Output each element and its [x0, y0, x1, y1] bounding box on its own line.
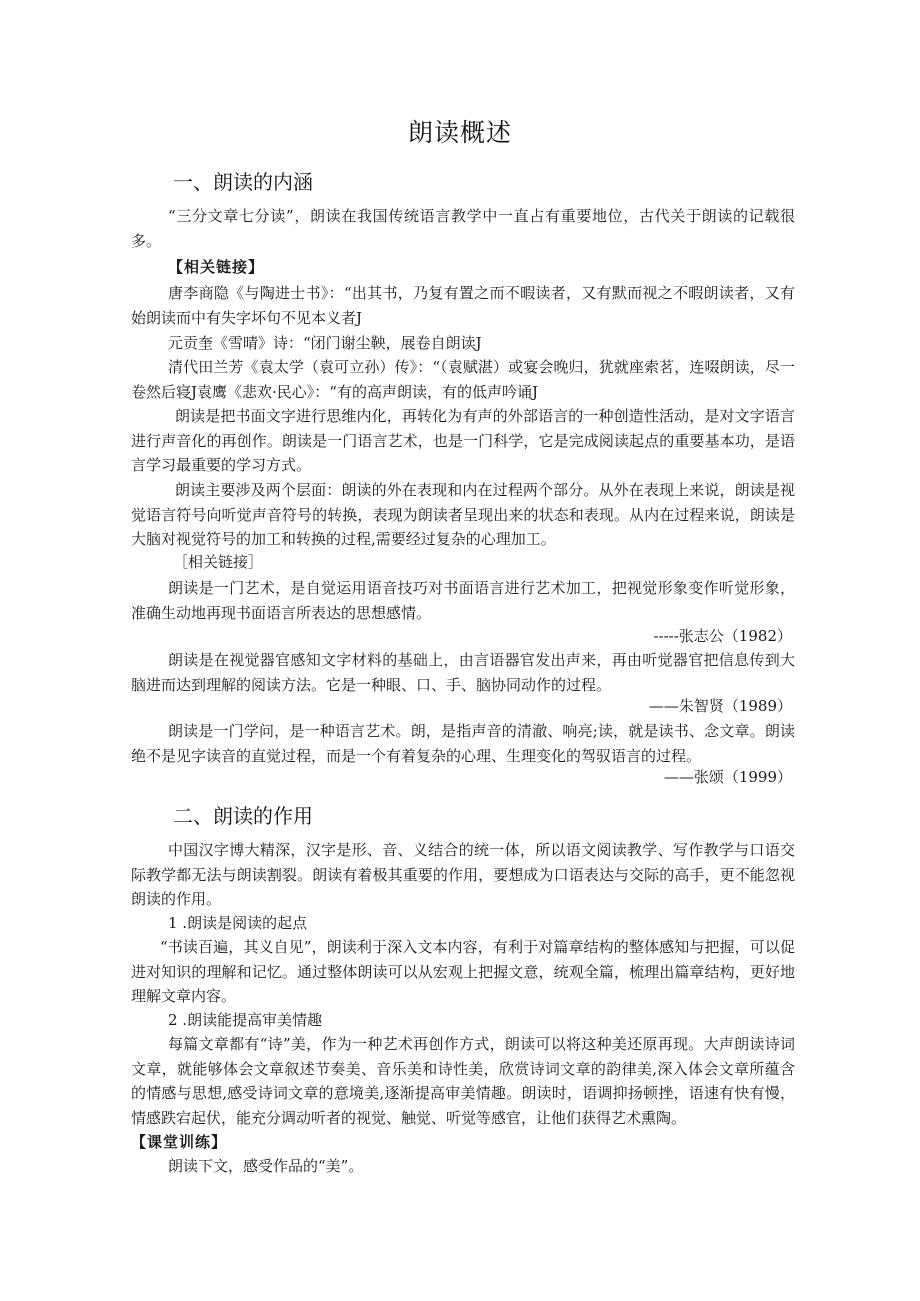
definition-zhu-zhixian: 朗读是在视觉器官感知文字材料的基础上，由言语器官发出声来，再由听觉器官把信息传到大脑进而达到理解的阅读方法。它是一种眼、口、手、脑协同动作的过程。: [131, 651, 795, 694]
related-link-tag: 【相关链接】: [168, 258, 265, 276]
paragraph-sub2: 每篇文章都有“诗”美，作为一种艺术再创作方式，朗读可以将这种美还原再现。大声朗读诗词文章，就能够体会文章叙述节奏美、音乐美和诗性美，欣赏诗词文章的韵律美,深入体会文章所蕴含的情感与思想,感受诗词文章的意境美,逐渐提高审美情趣。朗读时，语调抑扬顿挫，语速有快有慢，情感跌宕起伏，能充分调动听者的视觉、触觉、听觉等感官，让他们获得艺术熏陶。: [131, 1035, 795, 1127]
signature-zhang-zhigong: -----张志公（1982）: [653, 627, 792, 645]
paragraph-intro: “三分文章七分读”，朗读在我国传统语言教学中一直占有重要地位，古代关于朗读的记载很多。: [131, 207, 795, 250]
definition-zhang-song: 朗读是一门学问，是一种语言艺术。朗，是指声音的清澈、响亮;读，就是读书、念文章。朗读绝不是见字读音的直觉过程，而是一个有着复杂的心理、生理变化的驾驭语言的过程。: [131, 722, 795, 765]
quote-tian-lanfang: 清代田兰芳《袁太学（袁可立孙）传》：“（袁赋湛）或宴会晚归，犹就座索茗，连啜朗读，尽一卷然后寝J袁鹰《悲欢·民心》：“有的高声朗读，有的低声吟诵J: [131, 358, 795, 401]
page-title: 朗读概述: [407, 118, 512, 147]
paragraph-sub1: “书读百遍，其义自见”，朗读利于深入文本内容，有利于对篇章结构的整体感知与把握，可以促进对知识的理解和记忆。通过整体朗读可以从宏观上把握文意，统观全篇，梳理出篇章结构，更好地理解文章内容。: [131, 938, 795, 1005]
training-task: 朗读下文，感受作品的“美”。: [168, 1157, 364, 1175]
section-heading-1: 一、朗读的内涵: [173, 170, 313, 194]
signature-zhang-song: ——张颂（1999）: [663, 768, 792, 786]
related-link-tag-2: ［相关链接］: [173, 553, 264, 571]
quote-li-shangyin: 唐李商隐《与陶进士书》：“出其书，乃复有置之而不暇读者，又有默而视之不暇朗读者，又有始朗读而中有失字坏句不见本义者J: [131, 284, 795, 327]
definition-zhang-zhigong: 朗读是一门艺术，是自觉运用语音技巧对书面语言进行艺术加工，把视觉形象变作听觉形象，准确生动地再现书面语言所表达的思想感情。: [131, 579, 795, 622]
signature-zhu-zhixian: ——朱智贤（1989）: [648, 697, 792, 715]
classroom-training-tag: 【课堂训练】: [131, 1133, 228, 1151]
subheading-1: 1 .朗读是阅读的起点: [168, 914, 308, 932]
subheading-2: 2 .朗读能提高审美情趣: [168, 1011, 323, 1029]
paragraph-levels: 朗读主要涉及两个层面：朗读的外在表现和内在过程两个部分。从外在表现上来说，朗读是视觉语言符号向听觉声音符号的转换，表现为朗读者呈现出来的状态和表现。从内在过程来说，朗读是大脑对视觉符号的加工和转换的过程,需要经过复杂的心理加工。: [131, 481, 795, 548]
paragraph-role-intro: 中国汉字博大精深，汉字是形、音、义结合的统一体，所以语文阅读教学、写作教学与口语交际教学都无法与朗读割裂。朗读有着极其重要的作用，要想成为口语表达与交际的高手，更不能忽视朗读的作用。: [131, 841, 795, 908]
section-heading-2: 二、朗读的作用: [173, 804, 313, 828]
paragraph-definition: 朗读是把书面文字进行思维内化，再转化为有声的外部语言的一种创造性活动，是对文字语言进行声音化的再创作。朗读是一门语言艺术，也是一门科学，它是完成阅读起点的重要基本功，是语言学习最重要的学习方式。: [131, 407, 795, 474]
quote-gong-kui: 元贡奎《雪晴》诗：“闭门谢尘鞅，展卷自朗读J: [168, 334, 482, 352]
